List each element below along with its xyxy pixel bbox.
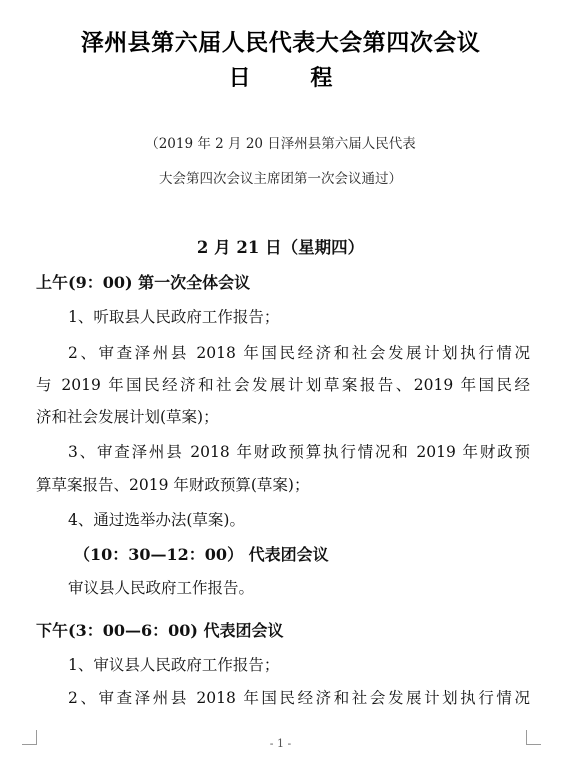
afternoon-heading: 下午(3：00—6：00) 代表团会议 — [36, 621, 284, 640]
morning-item-3-line1: 3、审查泽州县 2018 年财政预算执行情况和 2019 年财政预 — [68, 443, 530, 461]
page-number: - 1 - — [269, 737, 292, 750]
document-title: 泽州县第六届人民代表大会第四次会议 — [80, 30, 481, 56]
morning-item-4: 4、通过选举办法(草案)。 — [68, 511, 245, 529]
afternoon-item-1: 1、审议县人民政府工作报告； — [68, 656, 280, 674]
morning-item-2-line2: 与 2019 年国民经济和社会发展计划草案报告、2019 年国民经 — [36, 376, 530, 394]
afternoon-item-2-line1: 2、审查泽州县 2018 年国民经济和社会发展计划执行情况 — [68, 689, 530, 707]
approval-note-line2: 大会第四次会议主席团第一次会议通过） — [159, 171, 402, 187]
session2-item-1: 审议县人民政府工作报告。 — [68, 579, 255, 597]
morning-item-2-line3: 济和社会发展计划(草案)； — [36, 408, 219, 426]
morning-item-2-line1: 2、审查泽州县 2018 年国民经济和社会发展计划执行情况 — [68, 344, 530, 362]
date-heading: 2 月 21 日（星期四） — [196, 238, 365, 257]
morning-heading: 上午(9：00) 第一次全体会议 — [36, 273, 251, 292]
document-subtitle: 日 程 — [228, 66, 359, 91]
approval-note-line1: （2019 年 2 月 20 日泽州县第六届人民代表 — [145, 136, 416, 152]
morning-item-1: 1、听取县人民政府工作报告； — [68, 308, 280, 326]
morning-item-3-line2: 算草案报告、2019 年财政预算(草案)； — [36, 476, 310, 494]
session2-heading: （10：30—12：00） 代表团会议 — [74, 545, 329, 564]
